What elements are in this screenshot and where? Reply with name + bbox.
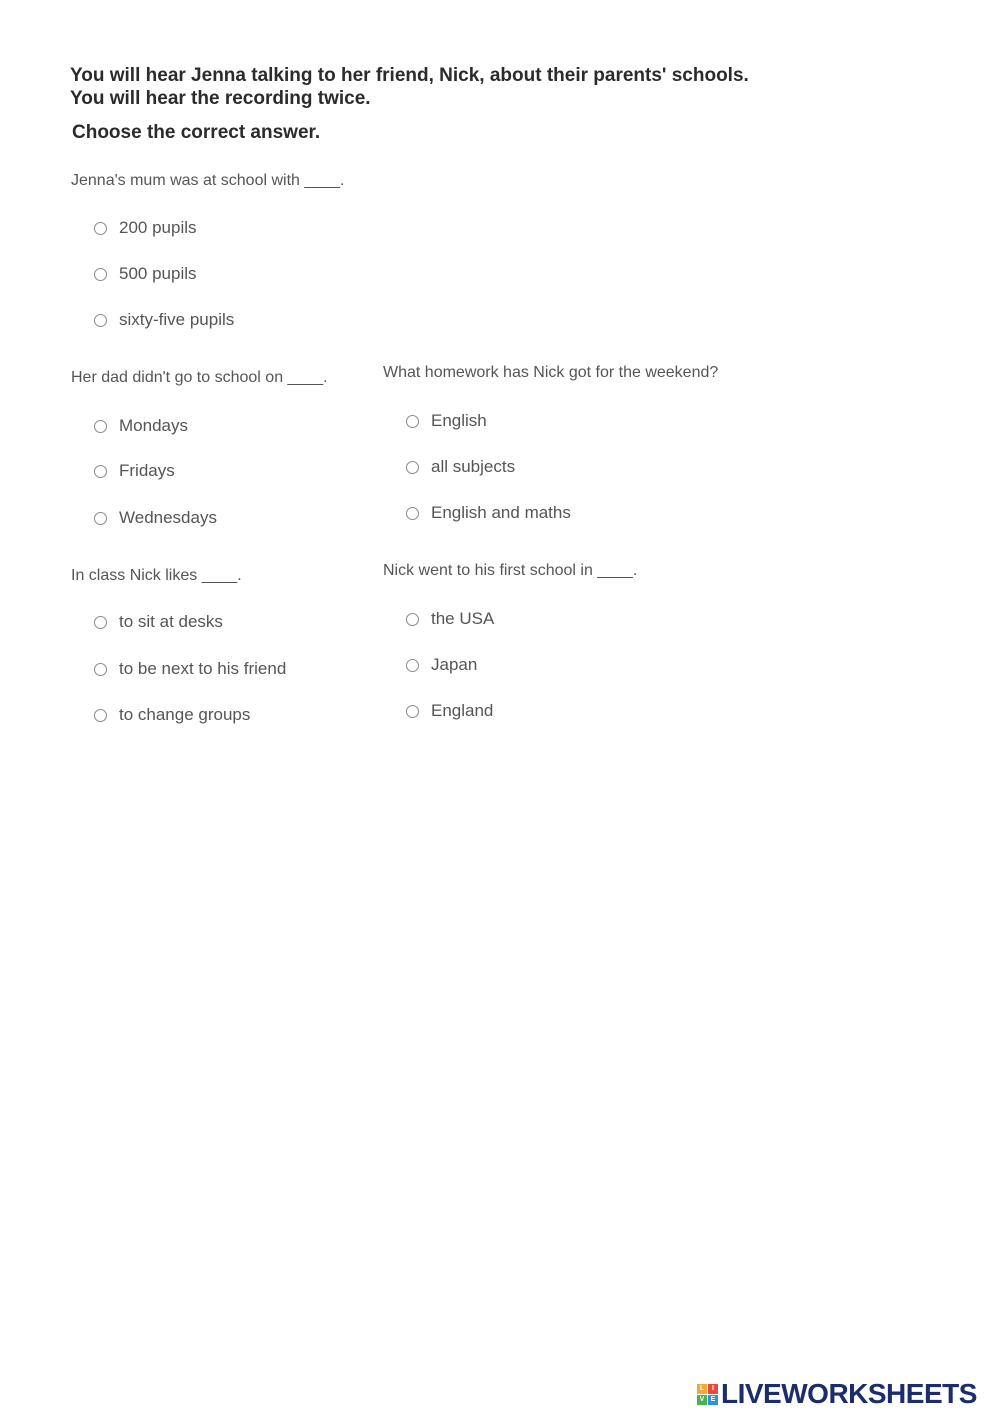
option-q1-b[interactable] <box>94 264 197 284</box>
radio-button[interactable] <box>406 613 419 626</box>
question-1: Jenna's mum was at school with ____. <box>71 172 345 189</box>
liveworksheets-logo <box>697 1378 977 1410</box>
radio-button[interactable] <box>94 465 107 478</box>
radio-button[interactable] <box>94 314 107 327</box>
option-label: English and maths <box>431 503 571 522</box>
option-label: 500 pupils <box>119 264 197 283</box>
radio-button[interactable] <box>406 461 419 474</box>
radio-button[interactable] <box>406 705 419 718</box>
radio-button[interactable] <box>94 268 107 281</box>
radio-button[interactable] <box>94 663 107 676</box>
option-q2-c[interactable] <box>94 508 217 528</box>
option-q1-c[interactable] <box>94 310 234 330</box>
instruction-line-2: You will hear the recording twice. <box>70 88 371 109</box>
radio-button[interactable] <box>94 222 107 235</box>
option-label: England <box>431 701 494 720</box>
logo-mark-e: E <box>708 1395 718 1405</box>
question-5: Nick went to his first school in ____. <box>383 562 638 579</box>
logo-mark-l: L <box>697 1384 707 1394</box>
instruction-line-1: You will hear Jenna talking to her friend, Nick, about their parents' schools. <box>70 65 749 86</box>
option-label: to be next to his friend <box>119 659 287 678</box>
radio-button[interactable] <box>406 415 419 428</box>
option-q5-a[interactable] <box>406 609 494 629</box>
option-q4-b[interactable] <box>94 659 286 679</box>
logo-mark-v: V <box>697 1395 707 1405</box>
logo-mark-i: I <box>708 1384 718 1394</box>
option-q4-a[interactable] <box>94 612 223 632</box>
instructions <box>70 64 749 110</box>
option-label: to change groups <box>119 705 251 724</box>
option-label: English <box>431 411 487 430</box>
option-q5-c[interactable] <box>406 701 493 721</box>
option-q4-c[interactable] <box>94 705 250 725</box>
option-label: to sit at desks <box>119 612 223 631</box>
option-q3-b[interactable] <box>406 457 515 477</box>
option-q2-b[interactable] <box>94 461 175 481</box>
option-label: all subjects <box>431 457 516 476</box>
option-q3-a[interactable] <box>406 411 487 431</box>
logo-text: LIVEWORKSHEETS <box>721 1378 977 1409</box>
option-label: Mondays <box>119 416 188 435</box>
radio-button[interactable] <box>94 420 107 433</box>
option-q2-a[interactable] <box>94 416 188 436</box>
question-2: Her dad didn't go to school on ____. <box>71 369 328 386</box>
option-label: 200 pupils <box>119 218 197 237</box>
option-label: Fridays <box>119 461 175 480</box>
option-label: Japan <box>431 655 478 674</box>
radio-button[interactable] <box>94 709 107 722</box>
choose-instruction: Choose the correct answer. <box>72 122 321 143</box>
question-3: What homework has Nick got for the weekend? <box>383 364 719 381</box>
option-label: Wednesdays <box>119 508 217 527</box>
radio-button[interactable] <box>94 512 107 525</box>
option-q5-b[interactable] <box>406 655 477 675</box>
option-q3-c[interactable] <box>406 503 571 523</box>
option-q1-a[interactable] <box>94 218 197 238</box>
option-label: the USA <box>431 609 495 628</box>
radio-button[interactable] <box>94 616 107 629</box>
option-label: sixty-five pupils <box>119 310 235 329</box>
logo-mark-icon <box>697 1384 718 1405</box>
radio-button[interactable] <box>406 507 419 520</box>
question-4: In class Nick likes ____. <box>71 567 242 584</box>
radio-button[interactable] <box>406 659 419 672</box>
